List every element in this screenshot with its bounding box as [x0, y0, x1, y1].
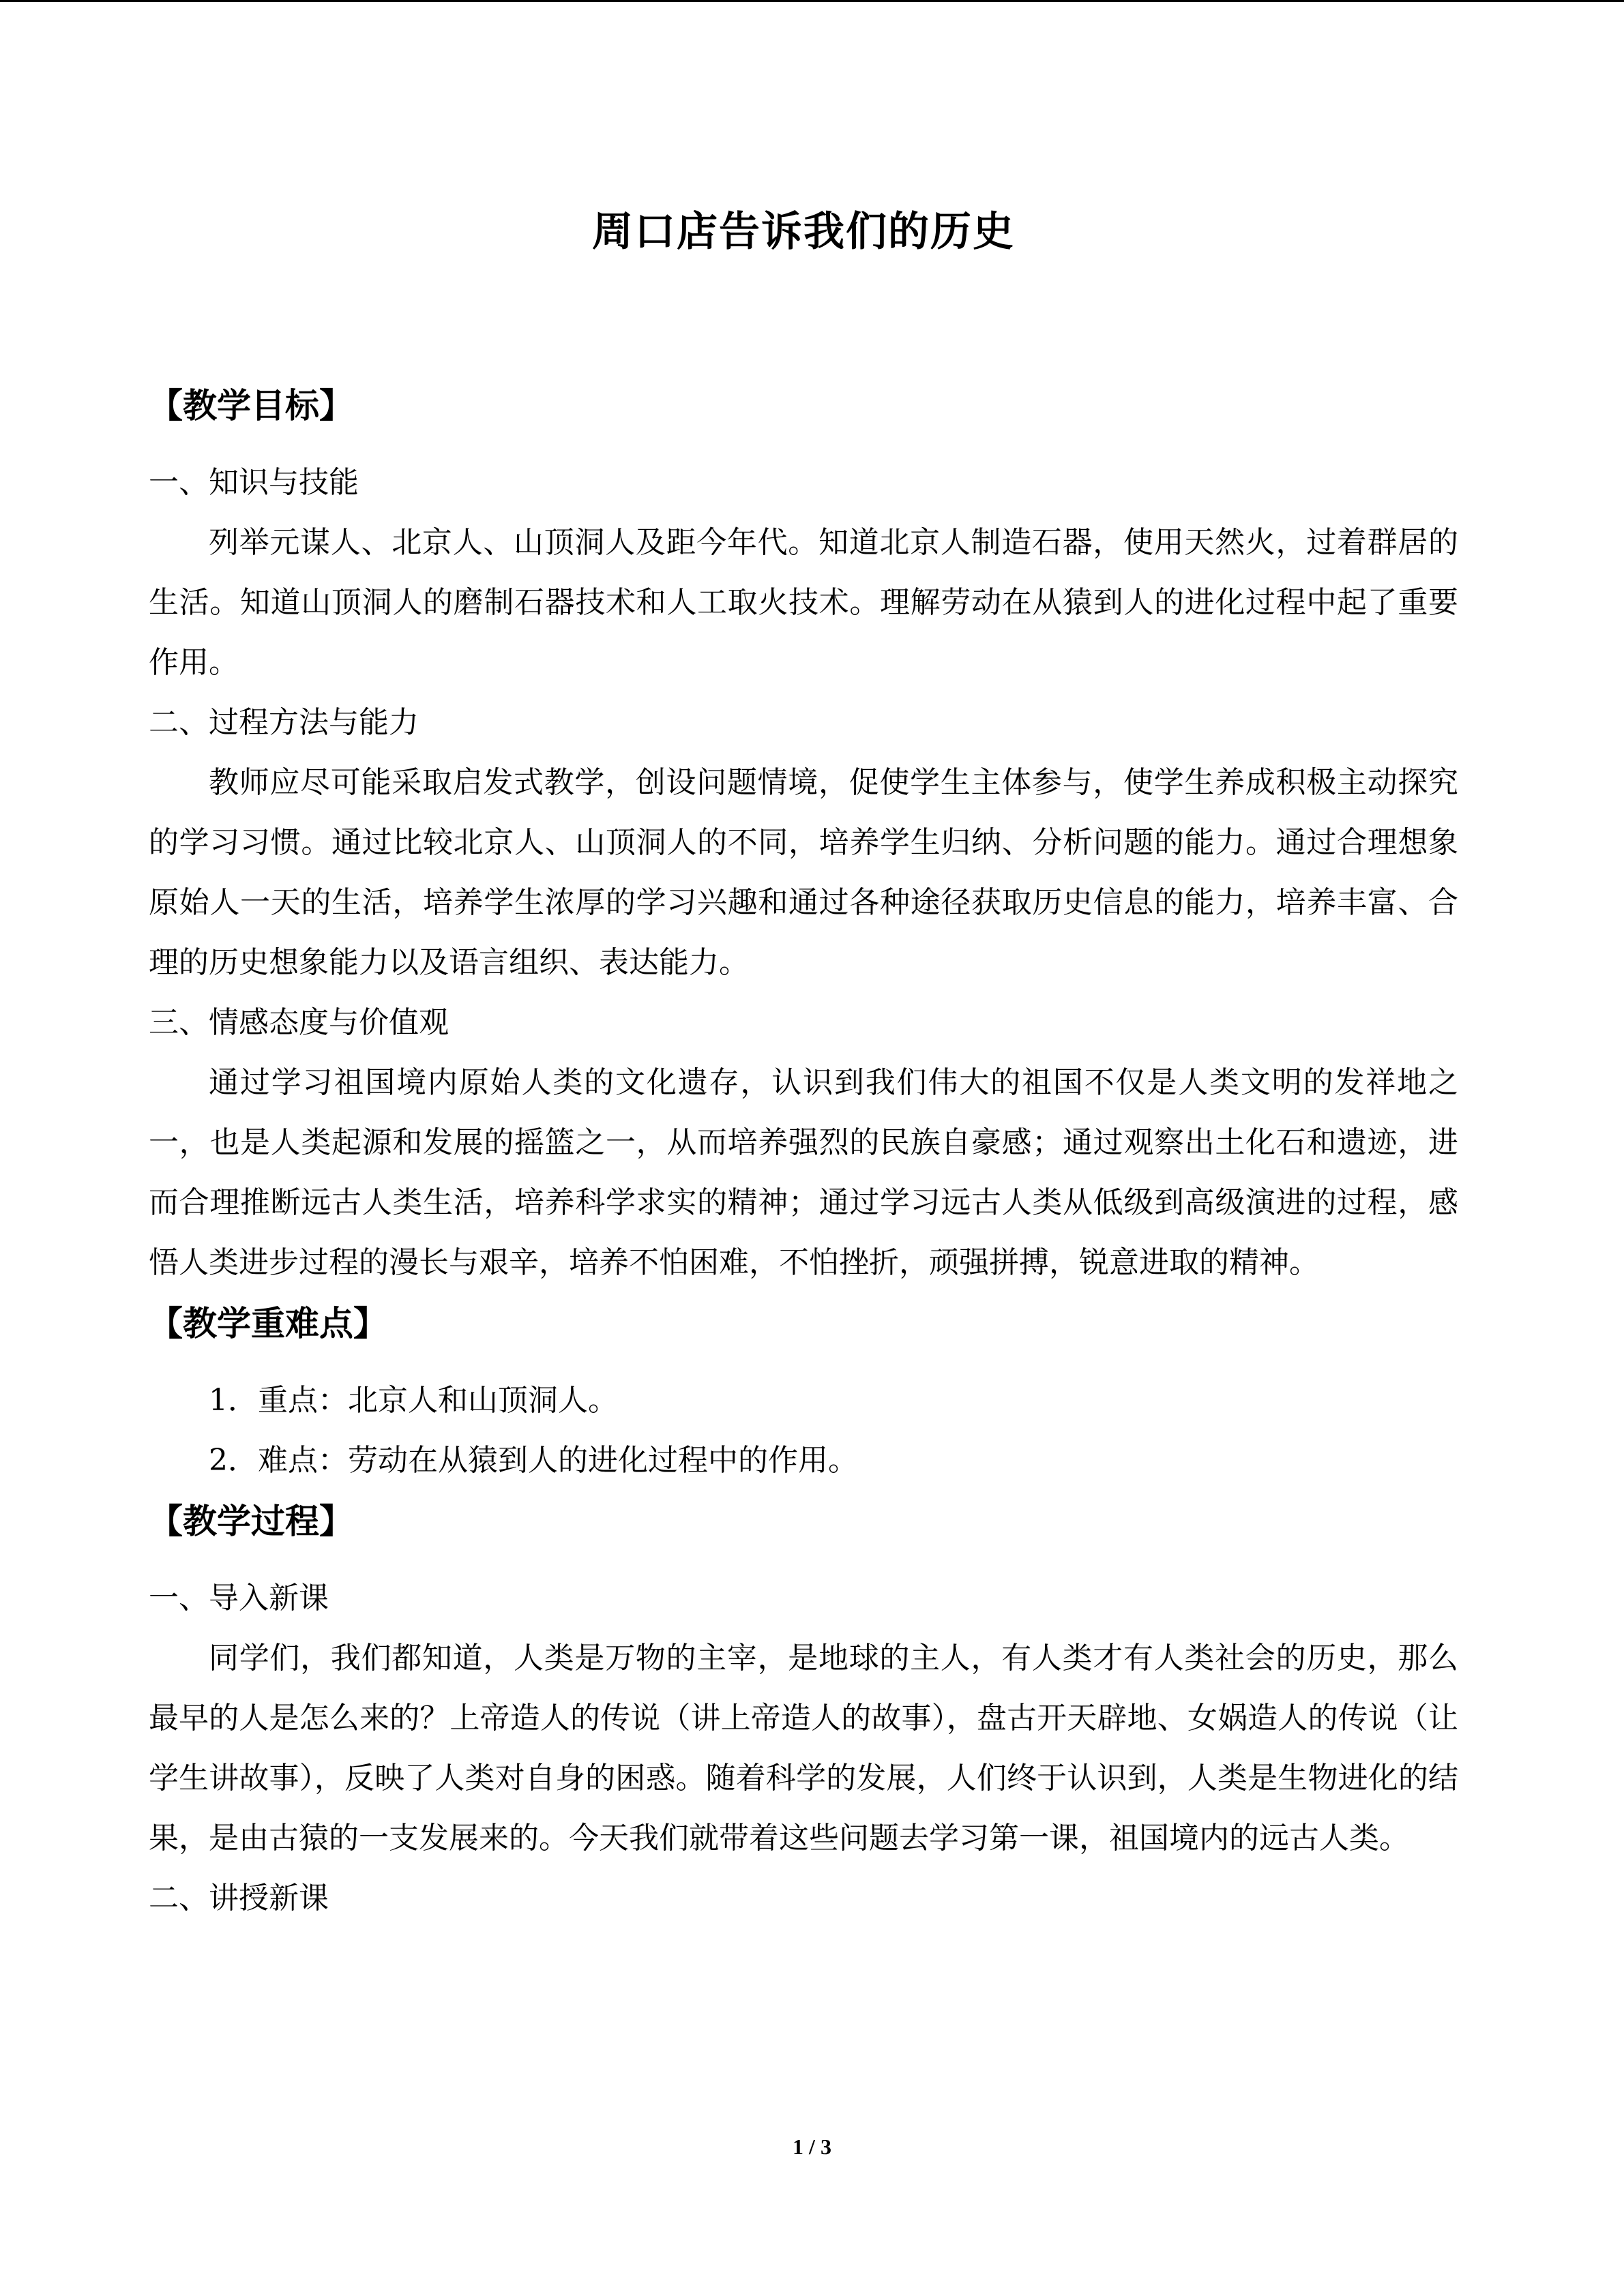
section-process [149, 1491, 1458, 1928]
paragraph-emotion-values: 通过学习祖国境内原始人类的文化遗存，认识到我们伟大的祖国不仅是人类文明的发祥地之一，也是人类起源和发展的摇篮之一，从而培养强烈的民族自豪感；通过观察出土化石和遗迹，进而合理推断远古人类生活，培养科学求实的精神；通过学习远古人类从低级到高级演进的过程，感悟人类进步过程的漫长与艰辛，培养不怕困难，不怕挫折，顽强拼搏，锐意进取的精神。 [149, 1065, 1458, 1280]
paragraph-knowledge-skills: 列举元谋人、北京人、山顶洞人及距今年代。知道北京人制造石器，使用天然火，过着群居的生活。知道山顶洞人的磨制石器技术和人工取火技术。理解劳动在从猿到人的进化过程中起了重要作用。 [149, 525, 1458, 680]
paragraph-introduction: 同学们，我们都知道，人类是万物的主宰，是地球的主人，有人类才有人类社会的历史，那么最早的人是怎么来的？上帝造人的传说（讲上帝造人的故事），盘古开天辟地、女娲造人的传说（让学生讲故事），反映了人类对自身的困惑。随着科学的发展，人们终于认识到，人类是生物进化的结果，是由古猿的一支发展来的。今天我们就带着这些问题去学习第一课，祖国境内的远古人类。 [149, 1641, 1458, 1855]
subheading-new-lesson: 二、讲授新课 [149, 1881, 329, 1915]
paragraph-process-methods: 教师应尽可能采取启发式教学，创设问题情境，促使学生主体参与，使学生养成积极主动探究的学习习惯。通过比较北京人、山顶洞人的不同，培养学生归纳、分析问题的能力。通过合理想象原始人一天的生活，培养学生浓厚的学习兴趣和通过各种途径获取历史信息的能力，培养丰富、合理的历史想象能力以及语言组织、表达能力。 [149, 765, 1458, 980]
subheading-knowledge-skills: 一、知识与技能 [149, 465, 359, 500]
top-border-rule [0, 0, 1624, 2]
subheading-introduction: 一、导入新课 [149, 1581, 329, 1615]
section-heading-objectives: 【教学目标】 [149, 386, 353, 426]
document-title: 周口店告诉我们的历史 [592, 208, 1015, 256]
subheading-process-methods: 二、过程方法与能力 [149, 705, 419, 740]
document-body [149, 205, 1458, 1928]
keypoint-item: 1．重点：北京人和山顶洞人。 [209, 1383, 618, 1418]
section-heading-process: 【教学过程】 [149, 1502, 353, 1541]
spacer [149, 436, 1458, 453]
spacer [149, 1552, 1458, 1568]
page-number: 1 / 3 [793, 2134, 831, 2159]
section-keypoints [149, 1293, 1458, 1491]
subheading-emotion-values: 三、情感态度与价值观 [149, 1005, 449, 1040]
section-heading-keypoints: 【教学重难点】 [149, 1304, 387, 1343]
section-objectives [149, 375, 1458, 1293]
difficulty-item: 2．难点：劳动在从猿到人的进化过程中的作用。 [209, 1443, 858, 1478]
spacer [149, 1354, 1458, 1371]
